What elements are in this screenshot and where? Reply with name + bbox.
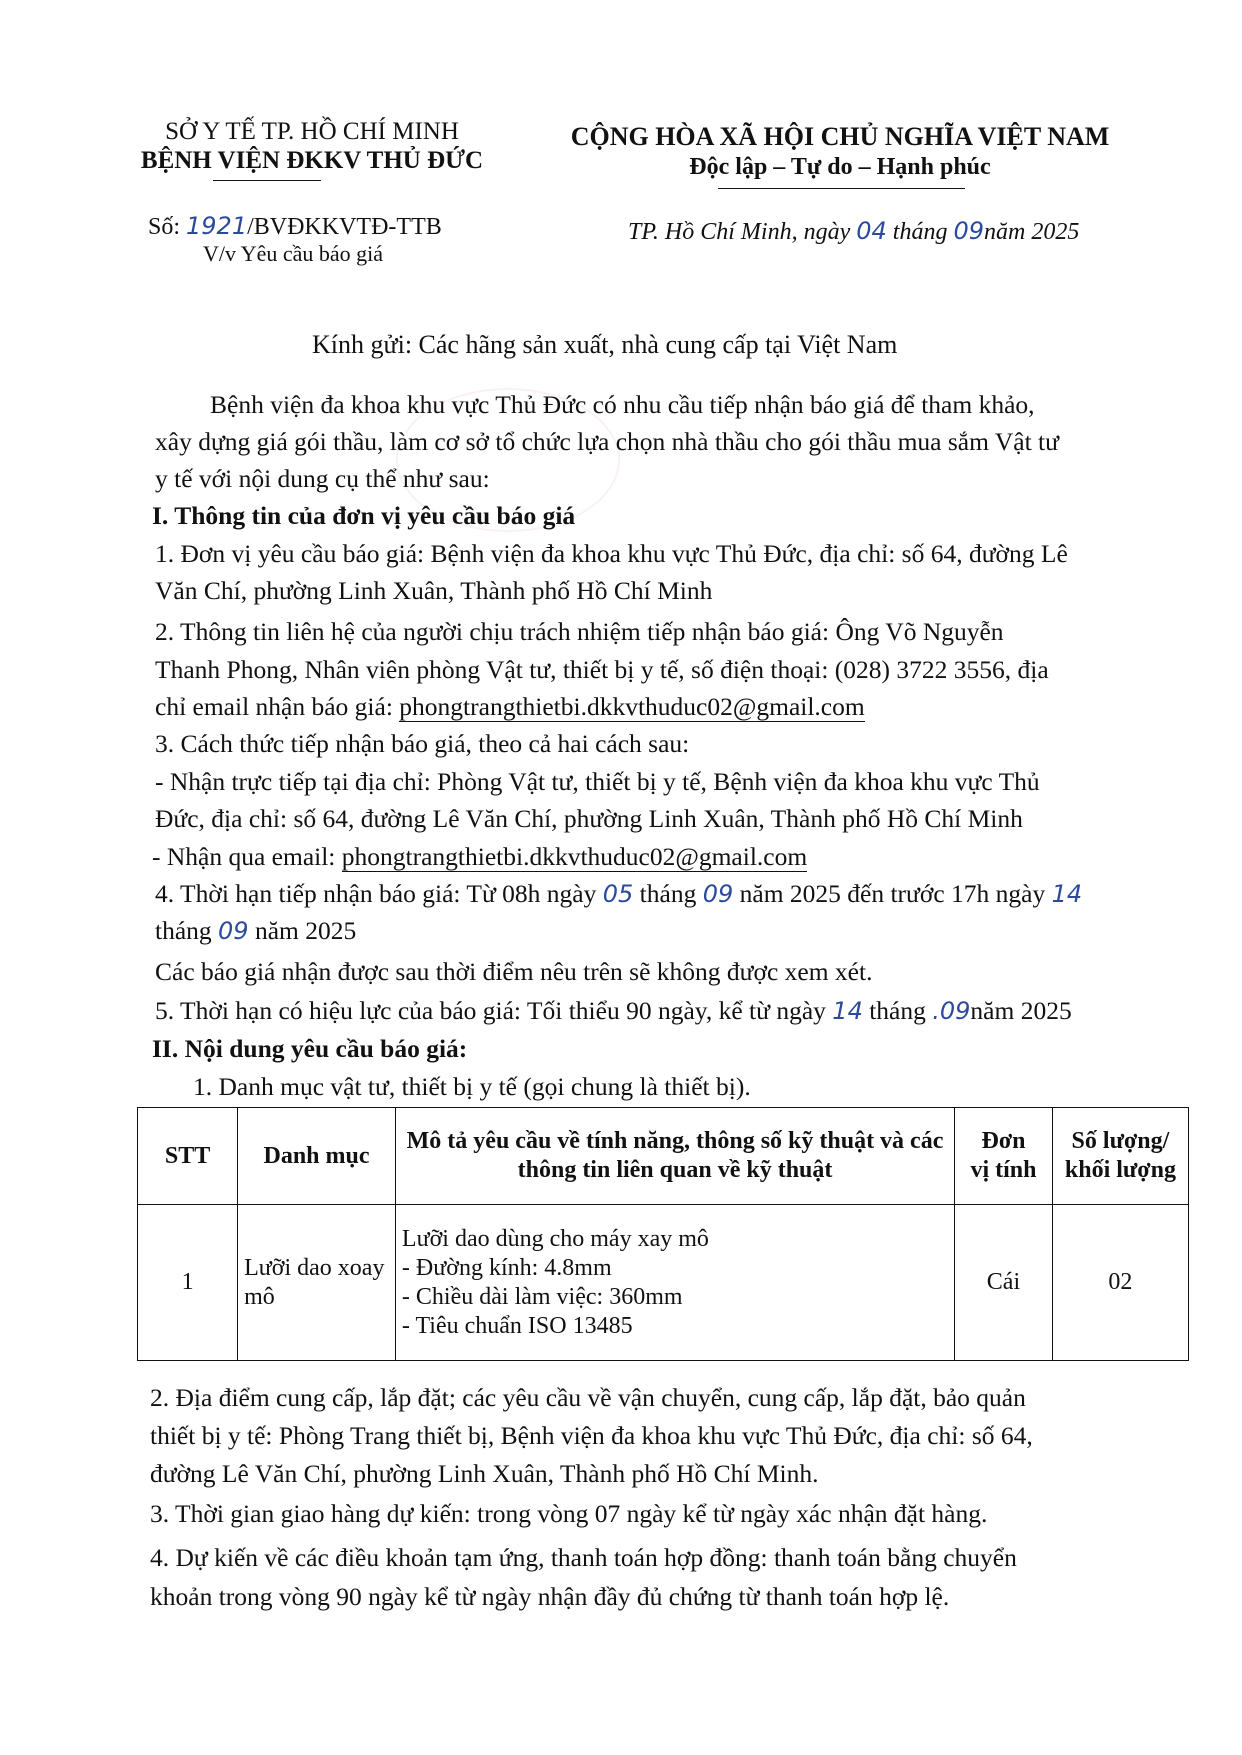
intro-line-3: y tế với nội dung cụ thể như sau: bbox=[155, 464, 490, 493]
item4-month2: 09 bbox=[218, 917, 249, 945]
document-number bbox=[148, 212, 442, 241]
item4-month1: 09 bbox=[702, 880, 734, 908]
intro-line-2: xây dựng giá gói thầu, làm cơ sở tổ chức lựa chọn nhà thầu cho gói thầu mua sắm Vật tư bbox=[155, 427, 1059, 456]
item5-month: .09 bbox=[932, 997, 971, 1025]
section-1-item-3-email bbox=[152, 838, 807, 876]
row-description-line-4: - Tiêu chuẩn ISO 13485 bbox=[401, 1312, 633, 1339]
section-1-item-3: 3. Cách thức tiếp nhận báo giá, theo cả hai cách sau: bbox=[155, 729, 690, 758]
header-quantity-line-1: Số lượng/ bbox=[1071, 1128, 1170, 1154]
nation-title: CỘNG HÒA XÃ HỘI CHỦ NGHĨA VIỆT NAM bbox=[570, 122, 1110, 151]
row-unit: Cái bbox=[955, 1205, 1053, 1361]
header-unit bbox=[955, 1108, 1053, 1205]
document-subject: V/v Yêu cầu báo giá bbox=[203, 241, 384, 266]
email-prefix-2: - Nhận qua email: bbox=[152, 842, 342, 871]
item4-text-e: năm 2025 bbox=[254, 916, 357, 945]
section-2-item-2-line-3: đường Lê Văn Chí, phường Linh Xuân, Thành phố Hồ Chí Minh. bbox=[150, 1459, 819, 1488]
header-quantity bbox=[1052, 1108, 1188, 1205]
header-stt: STT bbox=[138, 1108, 238, 1205]
motto-underline bbox=[718, 188, 965, 189]
date-day: 04 bbox=[856, 217, 887, 245]
row-name-line-1: Lưỡi dao xoay bbox=[244, 1254, 385, 1281]
intro-line-1: Bệnh viện đa khoa khu vực Thủ Đức có nhu cầu tiếp nhận báo giá để tham khảo, bbox=[210, 390, 1035, 419]
greeting: Kính gửi: Các hãng sản xuất, nhà cung cấp tại Việt Nam bbox=[312, 330, 898, 359]
header-description bbox=[395, 1108, 954, 1205]
row-description-line-1: Lưỡi dao dùng cho máy xay mô bbox=[401, 1225, 709, 1252]
item5-text-c: năm 2025 bbox=[970, 996, 1072, 1025]
row-name bbox=[238, 1205, 396, 1361]
row-description-line-3: - Chiều dài làm việc: 360mm bbox=[401, 1283, 683, 1310]
section-1-item-5 bbox=[155, 992, 1072, 1031]
section-1-item-1-line-2: Văn Chí, phường Linh Xuân, Thành phố Hồ Chí Minh bbox=[155, 576, 713, 605]
hospital-name bbox=[112, 147, 512, 175]
row-description bbox=[395, 1205, 954, 1361]
date-month: 09 bbox=[953, 217, 984, 245]
section-2-item-2-line-2: thiết bị y tế: Phòng Trang thiết bị, Bệnh viện đa khoa khu vực Thủ Đức, địa chỉ: số 64, bbox=[150, 1421, 1033, 1450]
item4-text-b: tháng bbox=[639, 879, 697, 908]
header-unit-line-2: vị tính bbox=[970, 1157, 1037, 1183]
section-1-item-2-line-2: Thanh Phong, Nhân viên phòng Vật tư, thiết bị y tế, số điện thoại: (028) 3722 3556, địa bbox=[155, 655, 1049, 684]
table-row bbox=[138, 1205, 1189, 1361]
section-1-item-3-direct-line-1: - Nhận trực tiếp tại địa chỉ: Phòng Vật tư, thiết bị y tế, Bệnh viện đa khoa khu vực Thủ bbox=[155, 767, 1040, 796]
department-name: SỞ Y TẾ TP. HỒ CHÍ MINH bbox=[165, 118, 459, 145]
row-description-line-2: - Đường kính: 4.8mm bbox=[401, 1254, 612, 1281]
row-name-line-2: mô bbox=[244, 1283, 275, 1310]
section-2-list-heading: 1. Danh mục vật tư, thiết bị y tế (gọi chung là thiết bị). bbox=[193, 1072, 751, 1101]
header-quantity-line-2: khối lượng bbox=[1064, 1157, 1176, 1183]
number-suffix: /BVĐKKVTĐ-TTB bbox=[247, 214, 442, 240]
section-2-item-2-line-1: 2. Địa điểm cung cấp, lắp đặt; các yêu cầu về vận chuyển, cung cấp, lắp đặt, bảo quản bbox=[150, 1383, 1026, 1412]
section-2-title: II. Nội dung yêu cầu báo giá: bbox=[152, 1034, 468, 1063]
header-name: Danh mục bbox=[238, 1108, 396, 1205]
section-1-item-3-direct-line-2: Đức, địa chỉ: số 64, đường Lê Văn Chí, phường Linh Xuân, Thành phố Hồ Chí Minh bbox=[155, 804, 1023, 833]
header-description-line-2: thông tin liên quan về kỹ thuật bbox=[517, 1157, 833, 1183]
item5-text-b: tháng bbox=[869, 996, 926, 1025]
section-1-title: I. Thông tin của đơn vị yêu cầu báo giá bbox=[152, 501, 576, 530]
date-month-label: tháng bbox=[892, 219, 948, 245]
row-stt: 1 bbox=[138, 1205, 238, 1361]
section-2-item-4-line-2: khoản trong vòng 90 ngày kể từ ngày nhận đầy đủ chứng từ thanh toán hợp lệ. bbox=[150, 1582, 950, 1611]
section-1-item-4-line-2 bbox=[155, 912, 356, 951]
item4-day1: 05 bbox=[602, 880, 634, 908]
hospital-underline bbox=[213, 180, 321, 181]
date-prefix: TP. Hồ Chí Minh, ngày bbox=[628, 219, 851, 245]
section-1-item-1-line-1: 1. Đơn vị yêu cầu báo giá: Bệnh viện đa khoa khu vực Thủ Đức, địa chỉ: số 64, đường Lê bbox=[155, 539, 1068, 568]
email-link[interactable]: phongtrangthietbi.dkkvthuduc02@gmail.com bbox=[399, 692, 865, 721]
hospital-name-text: BỆNH VIỆN ĐKKV THỦ ĐỨC bbox=[140, 147, 484, 174]
item4-text-d: tháng bbox=[155, 916, 212, 945]
date-year: năm 2025 bbox=[984, 219, 1080, 245]
section-1-item-4-note: Các báo giá nhận được sau thời điểm nêu trên sẽ không được xem xét. bbox=[155, 957, 873, 986]
section-2-item-4-line-1: 4. Dự kiến về các điều khoản tạm ứng, thanh toán hợp đồng: thanh toán bằng chuyển bbox=[150, 1543, 1017, 1572]
item4-text-c: năm 2025 đến trước 17h ngày bbox=[739, 879, 1046, 908]
email-prefix: chỉ email nhận báo giá: bbox=[155, 692, 400, 721]
header-description-line-1: Mô tả yêu cầu về tính năng, thông số kỹ thuật và các bbox=[406, 1128, 944, 1154]
section-1-item-2-line-3 bbox=[155, 688, 865, 726]
section-1-item-2-line-1: 2. Thông tin liên hệ của người chịu trách nhiệm tiếp nhận báo giá: Ông Võ Nguyễn bbox=[155, 617, 1004, 646]
item5-day: 14 bbox=[832, 997, 863, 1025]
number-label: Số: bbox=[148, 214, 181, 240]
item4-day2: 14 bbox=[1051, 880, 1083, 908]
nation-motto: Độc lập – Tự do – Hạnh phúc bbox=[689, 154, 991, 180]
section-1-item-4-line-1 bbox=[155, 875, 1082, 914]
header-unit-line-1: Đơn bbox=[981, 1128, 1026, 1154]
row-quantity: 02 bbox=[1052, 1205, 1188, 1361]
handwritten-number: 1921 bbox=[186, 212, 248, 240]
requirements-table bbox=[137, 1107, 1189, 1361]
item5-text-a: 5. Thời hạn có hiệu lực của báo giá: Tối thiểu 90 ngày, kể từ ngày bbox=[155, 996, 826, 1025]
document-date bbox=[628, 217, 1079, 246]
section-2-item-3: 3. Thời gian giao hàng dự kiến: trong vòng 07 ngày kể từ ngày xác nhận đặt hàng. bbox=[150, 1499, 988, 1528]
item4-text-a: 4. Thời hạn tiếp nhận báo giá: Từ 08h ngày bbox=[155, 879, 597, 908]
email-link-2[interactable]: phongtrangthietbi.dkkvthuduc02@gmail.com bbox=[341, 842, 808, 871]
